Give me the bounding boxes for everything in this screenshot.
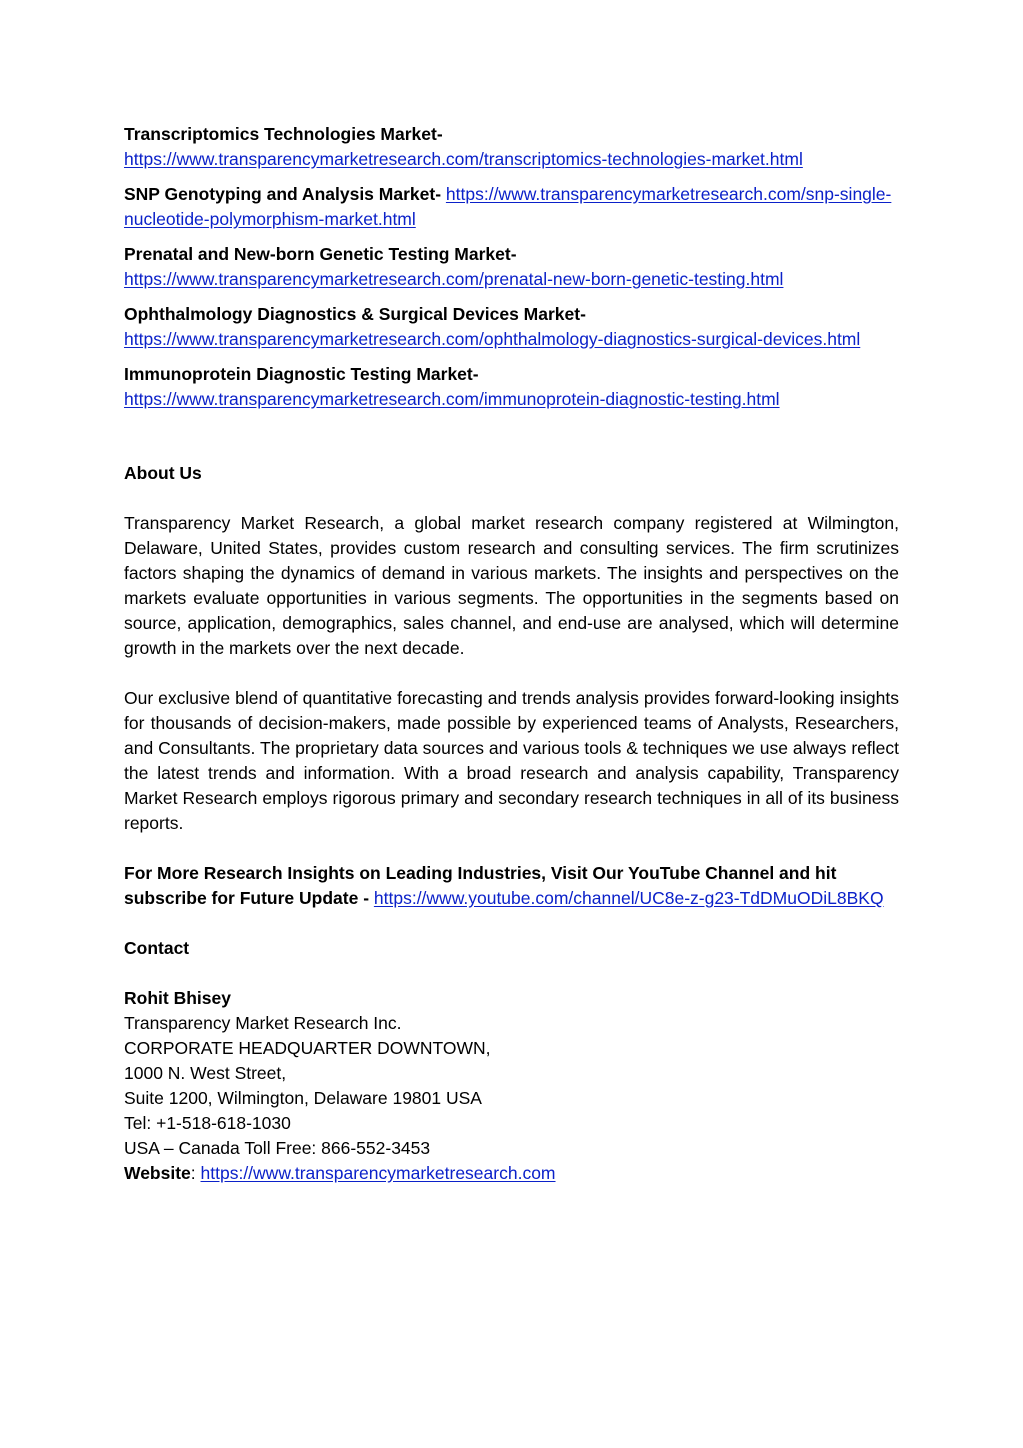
market-link-entry (124, 302, 899, 352)
market-title: Transcriptomics Technologies Market- (124, 124, 443, 144)
document-page (124, 122, 899, 1186)
about-heading: About Us (124, 463, 202, 483)
market-title: Prenatal and New-born Genetic Testing Market- (124, 244, 517, 264)
market-link[interactable]: https://www.transparencymarketresearch.com/snp-single-nucleotide-polymorphism-market.html (124, 184, 892, 229)
market-link[interactable]: https://www.transparencymarketresearch.com/immunoprotein-diagnostic-testing.html (124, 389, 780, 409)
market-title: SNP Genotyping and Analysis Market- (124, 184, 442, 204)
contact-company: Transparency Market Research Inc. (124, 1013, 402, 1033)
about-paragraph: Our exclusive blend of quantitative forecasting and trends analysis provides forward-looking insights for thousands of decision-makers, made possible by experienced teams of Analysts, Researchers, and Consultants. The proprietary data sources and various tools & techniques we use always reflect the latest trends and information. With a broad research and analysis capability, Transparency Market Research employs rigorous primary and secondary research techniques in all of its business reports. (124, 688, 899, 833)
youtube-callout-text: For More Research Insights on Leading Industries, Visit Our YouTube Channel and hit subscribe for Future Update - (124, 863, 837, 908)
market-link-entry (124, 362, 899, 412)
contact-tollfree: USA – Canada Toll Free: 866-552-3453 (124, 1138, 431, 1158)
website-link[interactable]: https://www.transparencymarketresearch.com (200, 1163, 556, 1183)
contact-block (124, 986, 899, 1186)
market-title: Immunoprotein Diagnostic Testing Market- (124, 364, 479, 384)
market-link[interactable]: https://www.transparencymarketresearch.com/ophthalmology-diagnostics-surgical-devices.html (124, 329, 861, 349)
contact-hq: CORPORATE HEADQUARTER DOWNTOWN, (124, 1038, 491, 1058)
market-link[interactable]: https://www.transparencymarketresearch.com/transcriptomics-technologies-market.html (124, 149, 803, 169)
contact-suite: Suite 1200, Wilmington, Delaware 19801 USA (124, 1088, 482, 1108)
youtube-callout (124, 861, 899, 911)
market-link-entry (124, 182, 899, 232)
market-link[interactable]: https://www.transparencymarketresearch.com/prenatal-new-born-genetic-testing.html (124, 269, 784, 289)
contact-street: 1000 N. West Street, (124, 1063, 287, 1083)
market-link-entry (124, 242, 899, 292)
website-separator: : (190, 1163, 201, 1183)
market-link-entry (124, 122, 899, 172)
contact-website-line (124, 1161, 899, 1186)
website-label: Website (124, 1163, 191, 1183)
contact-name: Rohit Bhisey (124, 988, 231, 1008)
about-paragraph: Transparency Market Research, a global market research company registered at Wilmington, Delaware, United States, provides custom research and consulting services. The firm scrutinizes factors shaping the dynamics of demand in various markets. The insights and perspectives on the markets evaluate opportunities in various segments. The opportunities in the segments based on source, application, demographics, sales channel, and end-use are analysed, which will determine growth in the markets over the next decade. (124, 513, 899, 658)
youtube-link[interactable]: https://www.youtube.com/channel/UC8e-z-g23-TdDMuODiL8BKQ (373, 888, 884, 908)
contact-tel: Tel: +1-518-618-1030 (124, 1113, 291, 1133)
contact-heading: Contact (124, 938, 190, 958)
market-title: Ophthalmology Diagnostics & Surgical Devices Market- (124, 304, 586, 324)
